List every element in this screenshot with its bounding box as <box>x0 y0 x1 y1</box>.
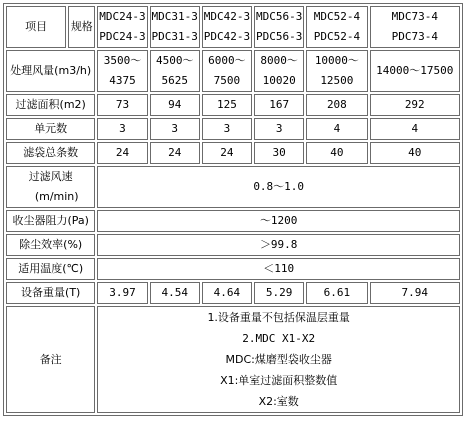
value-cell: 6.61 <box>306 282 367 304</box>
row-label: 处理风量(m3/h) <box>6 50 95 92</box>
air-volume-cell: 8000～ 10020 <box>254 50 304 92</box>
note-line: 1.设备重量不包括保温层重量 <box>207 311 350 324</box>
filter-area-row <box>6 94 460 116</box>
value-cell: 24 <box>202 142 252 164</box>
value-cell: 3 <box>254 118 304 140</box>
value-cell: 7.94 <box>370 282 460 304</box>
units-row <box>6 118 460 140</box>
header-spec: 规格 <box>68 6 95 48</box>
value-cell: 3 <box>150 118 200 140</box>
merged-value-cell: 0.8～1.0 <box>97 166 460 208</box>
value-cell: 4 <box>306 118 367 140</box>
note-line: MDC:煤磨型袋收尘器 <box>225 353 332 366</box>
value-cell: 292 <box>370 94 460 116</box>
air-volume-row <box>6 50 460 92</box>
bags-row <box>6 142 460 164</box>
value-cell: 24 <box>97 142 147 164</box>
value-cell: 3.97 <box>97 282 147 304</box>
note-line: X1:单室过滤面积整数值 <box>220 374 338 387</box>
filter-speed-row <box>6 166 460 208</box>
value-cell: 208 <box>306 94 367 116</box>
notes-cell <box>97 306 460 413</box>
notes-label: 备注 <box>6 306 95 413</box>
model-cell: MDC31-3 PDC31-3 <box>150 6 200 48</box>
model-cell: MDC52-4 PDC52-4 <box>306 6 367 48</box>
resistance-row <box>6 210 460 232</box>
value-cell: 125 <box>202 94 252 116</box>
value-cell: 167 <box>254 94 304 116</box>
temperature-row <box>6 258 460 280</box>
value-cell: 3 <box>202 118 252 140</box>
notes-row <box>6 306 460 413</box>
spec-table <box>3 3 463 416</box>
merged-value-cell: ＜110 <box>97 258 460 280</box>
model-cell: MDC24-3 PDC24-3 <box>97 6 147 48</box>
value-cell: 40 <box>370 142 460 164</box>
air-volume-cell: 4500～ 5625 <box>150 50 200 92</box>
value-cell: 73 <box>97 94 147 116</box>
value-cell: 94 <box>150 94 200 116</box>
row-label: 收尘器阻力(Pa) <box>6 210 95 232</box>
value-cell: 3 <box>97 118 147 140</box>
value-cell: 24 <box>150 142 200 164</box>
air-volume-cell: 10000～ 12500 <box>306 50 367 92</box>
row-label: 适用温度(℃) <box>6 258 95 280</box>
value-cell: 40 <box>306 142 367 164</box>
model-cell: MDC42-3 PDC42-3 <box>202 6 252 48</box>
weight-row <box>6 282 460 304</box>
value-cell: 30 <box>254 142 304 164</box>
row-label: 除尘效率(%) <box>6 234 95 256</box>
row-label: 设备重量(T) <box>6 282 95 304</box>
row-label: 过滤面积(m2) <box>6 94 95 116</box>
merged-value-cell: ～1200 <box>97 210 460 232</box>
air-volume-cell: 3500～ 4375 <box>97 50 147 92</box>
note-line: 2.MDC X1-X2 <box>242 332 316 345</box>
row-label: 过滤风速 (m/min) <box>6 166 95 208</box>
model-cell: MDC73-4 PDC73-4 <box>370 6 460 48</box>
air-volume-cell: 14000～17500 <box>370 50 460 92</box>
header-item: 项目 <box>6 6 66 48</box>
row-label: 单元数 <box>6 118 95 140</box>
air-volume-cell: 6000～ 7500 <box>202 50 252 92</box>
model-cell: MDC56-3 PDC56-3 <box>254 6 304 48</box>
header-row <box>6 6 460 48</box>
row-label: 滤袋总条数 <box>6 142 95 164</box>
value-cell: 4.64 <box>202 282 252 304</box>
value-cell: 4 <box>370 118 460 140</box>
merged-value-cell: ＞99.8 <box>97 234 460 256</box>
value-cell: 5.29 <box>254 282 304 304</box>
value-cell: 4.54 <box>150 282 200 304</box>
efficiency-row <box>6 234 460 256</box>
note-line: X2:室数 <box>258 395 299 408</box>
